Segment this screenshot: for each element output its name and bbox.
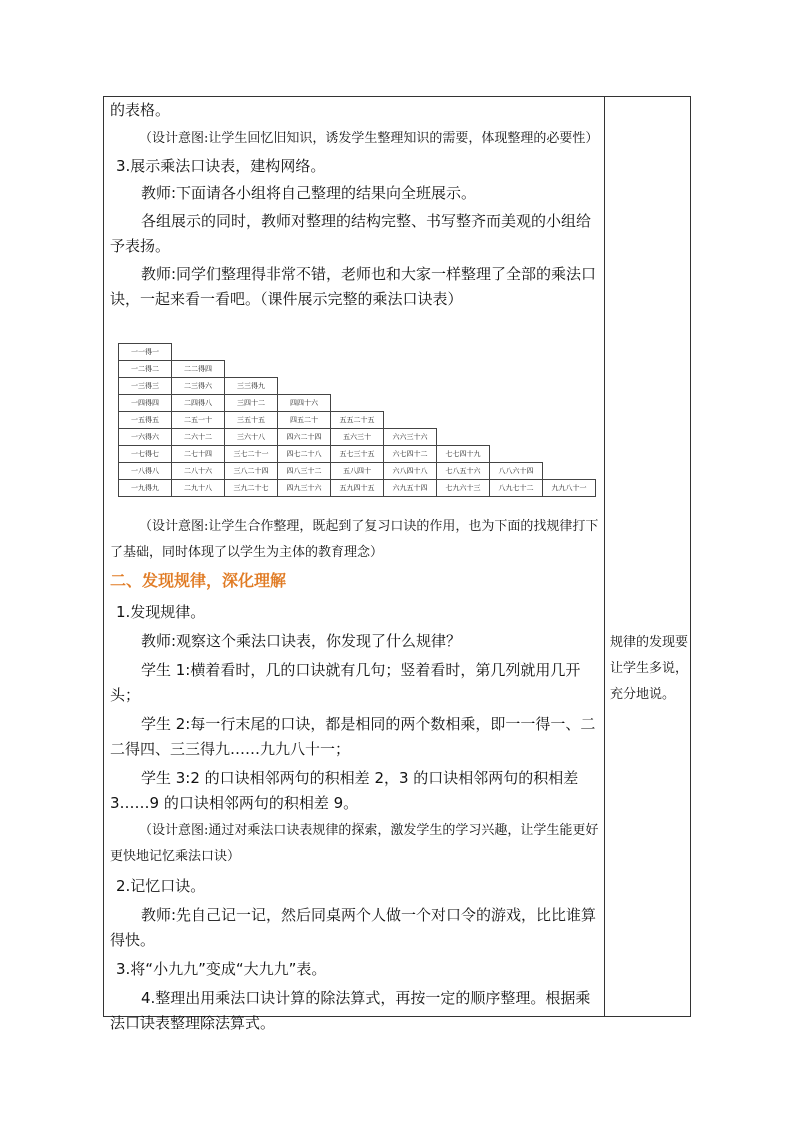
table-cell: 一三得三 bbox=[119, 378, 172, 395]
design-note: （设计意图:通过对乘法口诀表规律的探索，激发学生的学习兴趣，让学生能更好更快地记忆乘法口诀） bbox=[110, 823, 599, 864]
step-title: 2.记忆口诀。 bbox=[116, 877, 206, 895]
table-cell: 三八二十四 bbox=[225, 463, 278, 480]
column-divider bbox=[604, 96, 605, 1017]
empty-cell bbox=[543, 378, 596, 395]
empty-cell bbox=[437, 412, 490, 429]
table-cell: 四七二十八 bbox=[278, 446, 331, 463]
empty-cell bbox=[437, 378, 490, 395]
empty-cell bbox=[437, 361, 490, 378]
side-column bbox=[610, 630, 688, 708]
table-cell: 一八得八 bbox=[119, 463, 172, 480]
table-cell: 一七得七 bbox=[119, 446, 172, 463]
empty-cell bbox=[384, 395, 437, 412]
empty-cell bbox=[543, 412, 596, 429]
empty-cell bbox=[490, 412, 543, 429]
table-row bbox=[119, 429, 596, 446]
empty-cell bbox=[331, 361, 384, 378]
empty-cell bbox=[384, 361, 437, 378]
table-cell: 八九七十二 bbox=[490, 480, 543, 497]
paragraph: 4.整理出用乘法口诀计算的除法算式，再按一定的顺序整理。根据乘法口诀表整理除法算式。 bbox=[110, 989, 591, 1032]
empty-cell bbox=[490, 446, 543, 463]
empty-cell bbox=[384, 378, 437, 395]
table-cell: 四八三十二 bbox=[278, 463, 331, 480]
empty-cell bbox=[437, 395, 490, 412]
table-row bbox=[119, 463, 596, 480]
table-cell: 二九十八 bbox=[172, 480, 225, 497]
empty-cell bbox=[437, 429, 490, 446]
table-cell: 七九六十三 bbox=[437, 480, 490, 497]
empty-cell bbox=[331, 378, 384, 395]
empty-cell bbox=[490, 378, 543, 395]
table-cell: 三四十二 bbox=[225, 395, 278, 412]
table-cell: 六九五十四 bbox=[384, 480, 437, 497]
multiplication-table bbox=[118, 343, 596, 497]
table-cell: 六七四十二 bbox=[384, 446, 437, 463]
empty-cell bbox=[543, 463, 596, 480]
table-cell: 五七三十五 bbox=[331, 446, 384, 463]
table-row bbox=[119, 446, 596, 463]
empty-cell bbox=[278, 378, 331, 395]
table-cell: 二六十二 bbox=[172, 429, 225, 446]
empty-cell bbox=[225, 361, 278, 378]
empty-cell bbox=[278, 344, 331, 361]
table-cell: 九九八十一 bbox=[543, 480, 596, 497]
paragraph: 教师:观察这个乘法口诀表，你发现了什么规律？ bbox=[141, 632, 462, 650]
paragraph: 学生 3:2 的口诀相邻两句的积相差 2，3 的口诀相邻两句的积相差 3……9 的口诀相邻两句的积相差 9。 bbox=[110, 769, 579, 812]
empty-cell bbox=[384, 412, 437, 429]
table-cell: 一五得五 bbox=[119, 412, 172, 429]
table-cell: 三七二十一 bbox=[225, 446, 278, 463]
table-cell: 三三得九 bbox=[225, 378, 278, 395]
table-row bbox=[119, 344, 596, 361]
table-cell: 七八五十六 bbox=[437, 463, 490, 480]
empty-cell bbox=[490, 344, 543, 361]
table-cell: 二七十四 bbox=[172, 446, 225, 463]
table-row bbox=[119, 412, 596, 429]
table-cell: 五六三十 bbox=[331, 429, 384, 446]
step-title: 1.发现规律。 bbox=[116, 603, 206, 621]
table-cell: 五八四十 bbox=[331, 463, 384, 480]
empty-cell bbox=[331, 395, 384, 412]
table-cell: 八八六十四 bbox=[490, 463, 543, 480]
table-cell: 三六十八 bbox=[225, 429, 278, 446]
design-note: （设计意图:让学生合作整理，既起到了复习口诀的作用，也为下面的找规律打下了基础，同时体现了以学生为主体的教育理念） bbox=[110, 519, 599, 560]
empty-cell bbox=[543, 395, 596, 412]
paragraph: 学生 2:每一行末尾的口诀，都是相同的两个数相乘，即一一得一、二二得四、三三得九……九九八十一； bbox=[110, 715, 596, 758]
table-row bbox=[119, 480, 596, 497]
table-cell: 二三得六 bbox=[172, 378, 225, 395]
paragraph: 各组展示的同时，教师对整理的结构完整、书写整齐而美观的小组给予表扬。 bbox=[110, 212, 592, 255]
empty-cell bbox=[543, 446, 596, 463]
side-note: 规律的发现要让学生多说，充分地说。 bbox=[610, 635, 689, 702]
empty-cell bbox=[225, 344, 278, 361]
empty-cell bbox=[172, 344, 225, 361]
design-note: （设计意图:让学生回忆旧知识，诱发学生整理知识的需要，体现整理的必要性） bbox=[139, 131, 599, 146]
table-cell: 一一得一 bbox=[119, 344, 172, 361]
table-cell: 一六得六 bbox=[119, 429, 172, 446]
main-column bbox=[110, 96, 600, 312]
empty-cell bbox=[490, 361, 543, 378]
table-cell: 七七四十九 bbox=[437, 446, 490, 463]
table-row bbox=[119, 395, 596, 412]
table-row bbox=[119, 378, 596, 395]
paragraph: 的表格。 bbox=[110, 101, 171, 119]
table-cell: 四五二十 bbox=[278, 412, 331, 429]
empty-cell bbox=[490, 395, 543, 412]
table-cell: 二五一十 bbox=[172, 412, 225, 429]
empty-cell bbox=[543, 361, 596, 378]
table-cell: 六八四十八 bbox=[384, 463, 437, 480]
table-row bbox=[119, 361, 596, 378]
table-cell: 二八十六 bbox=[172, 463, 225, 480]
table-cell: 三九二十七 bbox=[225, 480, 278, 497]
table-cell: 五九四十五 bbox=[331, 480, 384, 497]
table-cell: 一二得二 bbox=[119, 361, 172, 378]
paragraph: 学生 1:横着看时，几的口诀就有几句；竖着看时，第几列就用几开头； bbox=[110, 661, 581, 704]
paragraph: 教师:同学们整理得非常不错，老师也和大家一样整理了全部的乘法口诀，一起来看一看吧。（课件展示完整的乘法口诀表） bbox=[110, 265, 597, 308]
table-cell: 二二得四 bbox=[172, 361, 225, 378]
empty-cell bbox=[543, 429, 596, 446]
main-column-lower bbox=[110, 514, 600, 1036]
empty-cell bbox=[278, 361, 331, 378]
empty-cell bbox=[490, 429, 543, 446]
step-title: 3.展示乘法口诀表，建构网络。 bbox=[116, 157, 326, 175]
table-cell: 一四得四 bbox=[119, 395, 172, 412]
paragraph: 教师:下面请各小组将自己整理的结果向全班展示。 bbox=[141, 184, 477, 202]
table-cell: 三五十五 bbox=[225, 412, 278, 429]
section-heading: 二、发现规律，深化理解 bbox=[110, 571, 287, 590]
empty-cell bbox=[543, 344, 596, 361]
table-cell: 五五二十五 bbox=[331, 412, 384, 429]
table-cell: 四六二十四 bbox=[278, 429, 331, 446]
empty-cell bbox=[384, 344, 437, 361]
paragraph: 教师:先自己记一记，然后同桌两个人做一个对口令的游戏，比比谁算得快。 bbox=[110, 906, 597, 949]
table-cell: 六六三十六 bbox=[384, 429, 437, 446]
empty-cell bbox=[437, 344, 490, 361]
empty-cell bbox=[331, 344, 384, 361]
table-cell: 四九三十六 bbox=[278, 480, 331, 497]
table-cell: 四四十六 bbox=[278, 395, 331, 412]
step-title: 3.将“小九九”变成“大九九”表。 bbox=[116, 960, 327, 978]
table-cell: 一九得九 bbox=[119, 480, 172, 497]
table-cell: 二四得八 bbox=[172, 395, 225, 412]
